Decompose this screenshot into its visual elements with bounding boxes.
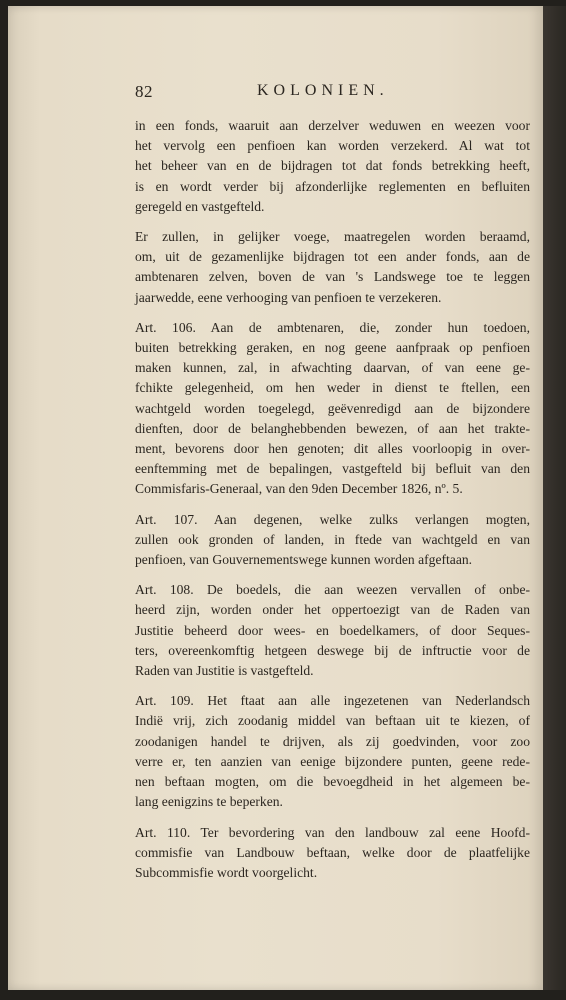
text-line: dienften, door de belanghebbenden bewezen, of aan het trakte- xyxy=(135,420,530,436)
text-line: ment, bevorens door hen genoten; dit alles voorloopig in over- xyxy=(135,441,530,457)
paragraph xyxy=(135,116,530,217)
page-number: 82 xyxy=(135,82,153,101)
page-edge xyxy=(543,6,566,990)
text-line: lang eenigzins te beperken. xyxy=(135,794,283,810)
text-line: Er zullen, in gelijker voege, maatregelen worden beraamd, xyxy=(135,229,530,245)
text-line: in een fonds, waaruit aan derzelver weduwen en weezen voor xyxy=(135,118,530,133)
text-line: Subcommisfie wordt voorgelicht. xyxy=(135,864,318,880)
text-line: is en wordt verder bij afzonderlijke reglementen en befluiten xyxy=(135,178,530,194)
text-line: zullen ook gronden of landen, in ftede van wachtgeld en van xyxy=(135,531,530,547)
text-line: Indië vrij, zich zoodanig middel van beftaan uit te kiezen, of xyxy=(135,713,530,729)
text-line: zoodanigen handel te drijven, als zij goedvinden, voor zoo xyxy=(135,733,530,749)
text-line: het beheer van en de bijdragen tot dat fonds betrekking heeft, xyxy=(135,158,530,174)
text-line: Raden van Justitie is vastgefteld. xyxy=(135,663,314,679)
text-line: het vervolg een penfioen kan worden verzekerd. Al wat tot xyxy=(135,138,530,154)
page-header xyxy=(135,82,530,108)
text-line: commisfie van Landbouw beftaan, welke door de plaatfelijke xyxy=(135,844,530,860)
paragraph xyxy=(135,227,530,308)
text-line: ters, overeenkomftig hetgeen deswege bij de inftructie voor de xyxy=(135,642,530,658)
text-line: Justitie beheerd door wees- en boedelkamers, of door Seques- xyxy=(135,622,530,638)
text-line: buiten betrekking geraken, en nog geene aanfpraak op penfioen xyxy=(135,340,530,356)
text-line: eenftemming met de bepalingen, vastgefteld bij befluit van den xyxy=(135,461,530,477)
text-line: heerd zijn, worden onder het oppertoezigt van de Raden van xyxy=(135,602,530,618)
paragraph xyxy=(135,580,530,681)
paragraph xyxy=(135,691,530,812)
paragraph xyxy=(135,318,530,500)
text-line: Art. 110. Ter bevordering van den landbouw zal eene Hoofd- xyxy=(135,824,530,840)
text-line: jaarwedde, eene verhooging van penfioen te verzekeren. xyxy=(135,289,442,305)
text-line: ambtenaren zelven, boven de van 's Landswege toe te leggen xyxy=(135,269,530,285)
running-title: KOLONIEN. xyxy=(257,82,389,99)
paragraph xyxy=(135,823,530,884)
text-line: nen beftaan mogten, om die bevoegdheid in het algemeen be- xyxy=(135,774,530,790)
text-line: verre er, ten aanzien van eenige bijzondere punten, geene rede- xyxy=(135,753,530,769)
body-text xyxy=(135,116,530,883)
text-line: Art. 106. Aan de ambtenaren, die, zonder hun toedoen, xyxy=(135,319,530,335)
text-line: Art. 108. De boedels, die aan weezen vervallen of onbe- xyxy=(135,582,530,598)
page-content xyxy=(135,82,530,893)
text-line: fchikte gelegenheid, om hen weder in dienst te ftellen, een xyxy=(135,380,530,396)
text-line: geregeld en vastgefteld. xyxy=(135,198,265,214)
text-line: om, uit de gezamenlijke bijdragen tot een ander fonds, aan de xyxy=(135,249,530,265)
text-line: penfioen, van Gouvernementswege kunnen worden afgeftaan. xyxy=(135,552,473,568)
text-line: Art. 109. Het ftaat aan alle ingezetenen van Nederlandsch xyxy=(135,693,530,709)
text-line: Art. 107. Aan degenen, welke zulks verlangen mogten, xyxy=(135,511,530,527)
text-line: wachtgeld worden toegelegd, geëvenredigd aan de bijzondere xyxy=(135,400,530,416)
text-line: maken kunnen, zal, in afwachting daarvan, of van eene ge- xyxy=(135,360,530,376)
text-line: Commisfaris-Generaal, van den 9den December 1826, nº. 5. xyxy=(135,481,463,497)
paragraph xyxy=(135,510,530,571)
